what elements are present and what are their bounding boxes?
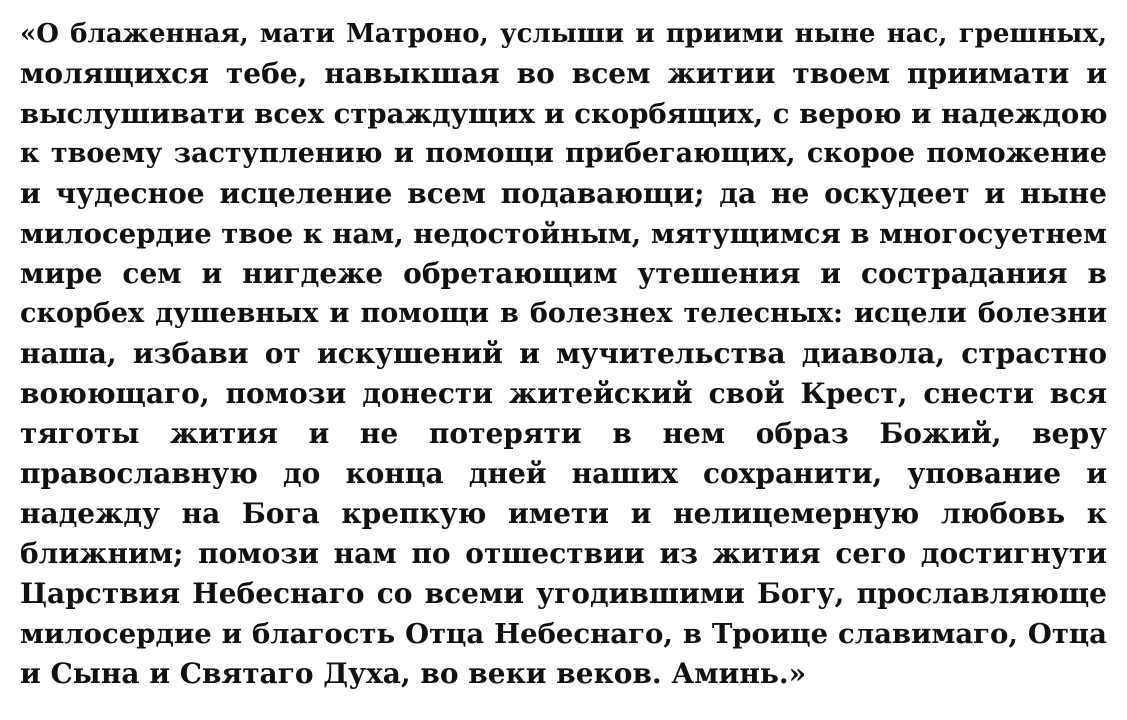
prayer-text bbox=[20, 14, 1107, 694]
prayer-line: скорбех душевных и помощи в болезнех телесных: исцели болезни bbox=[20, 298, 1107, 329]
prayer-line: тяготы жития и не потеряти в нем образ Божий, веру bbox=[20, 417, 1107, 450]
prayer-line: к твоему заступлению и помощи прибегающих, скорое поможение bbox=[20, 138, 1107, 169]
prayer-line: милосердие твое к нам, недостойным, мятущимся в многосуетнем bbox=[20, 218, 1107, 250]
prayer-line: мире сем и нигдеже обретающим утешения и сострадания в bbox=[20, 257, 1107, 290]
prayer-line: и чудесное исцеление всем подавающи; да не оскудеет и ныне bbox=[20, 177, 1107, 210]
prayer-line: надежду на Бога крепкую имети и нелицемерную любовь к bbox=[20, 497, 1107, 530]
prayer-line: воюющаго, помози донести житейский свой Крест, снести вся bbox=[20, 377, 1107, 410]
prayer-line: «О блаженная, мати Матроно, услыши и приими ныне нас, грешных, bbox=[20, 19, 1107, 49]
prayer-line: милосердие и благость Отца Небеснаго, в Троице славимаго, Отца bbox=[20, 618, 1107, 650]
prayer-line: выслушивати всех страждущих и скорбящих, с верою и надеждою bbox=[20, 98, 1107, 130]
prayer-line: молящихся тебе, навыкшая во всем житии твоем приимати и bbox=[20, 57, 1107, 90]
prayer-line: наша, избави от искушений и мучительства диавола, страстно bbox=[20, 337, 1107, 370]
prayer-line: православную до конца дней наших сохранити, упование и bbox=[20, 457, 1107, 490]
prayer-line-final: и Сына и Святаго Духа, во веки веков. Аминь.» bbox=[20, 657, 807, 690]
prayer-line: Царствия Небеснаго со всеми угодившими Богу, прославляюще bbox=[20, 577, 1107, 610]
prayer-line: ближним; помози нам по отшествии из жития сего достигнути bbox=[20, 537, 1107, 570]
